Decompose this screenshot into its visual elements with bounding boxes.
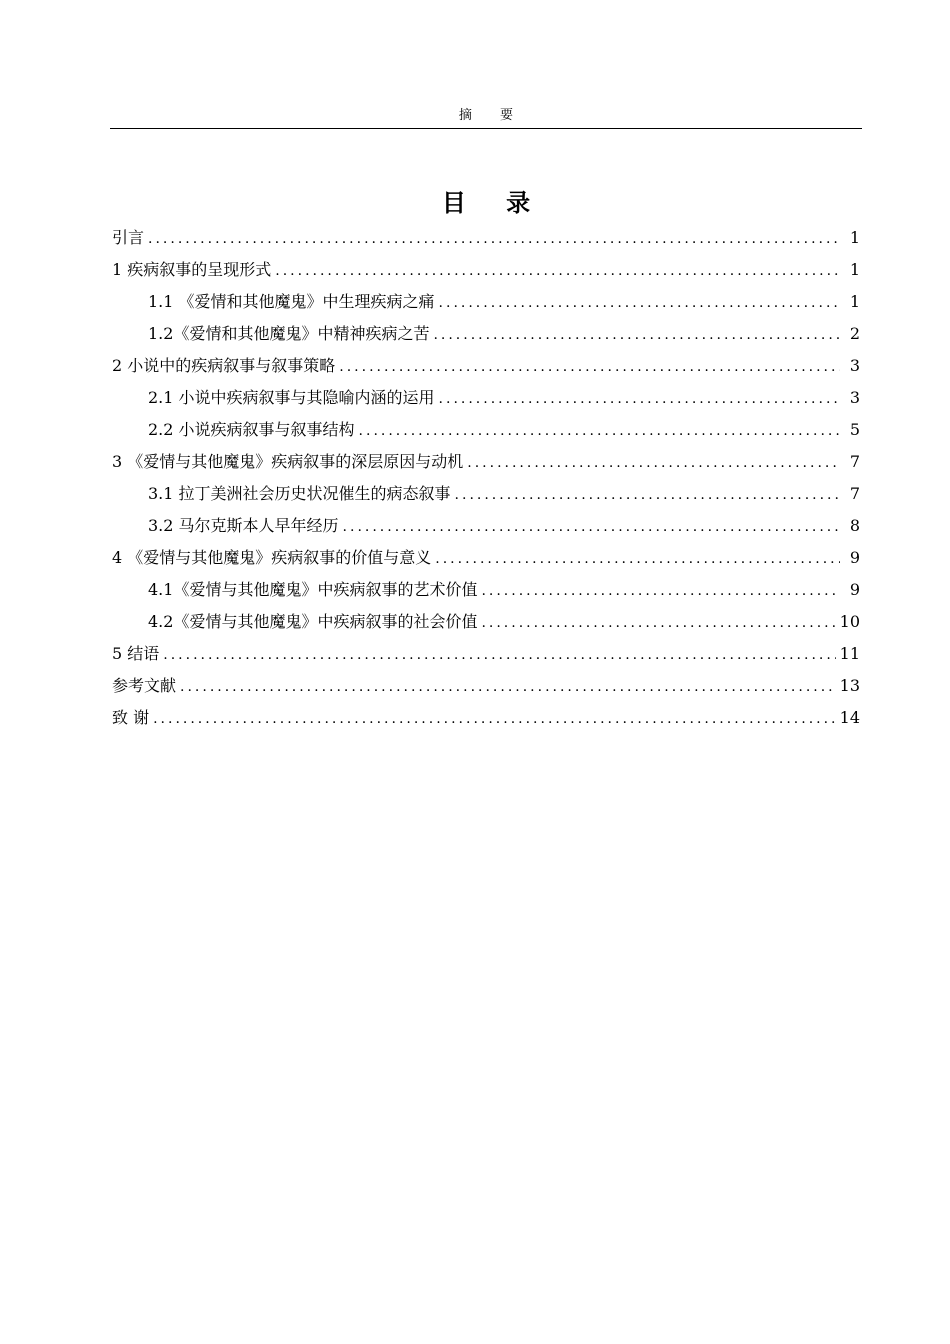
toc-entry-label: 3 《爱情与其他魔鬼》疾病叙事的深层原因与动机: [112, 452, 464, 471]
toc-entry-page-number: 1: [849, 260, 860, 279]
toc-entry-page-number: 3: [849, 356, 860, 375]
toc-entry-label: 3.1 拉丁美洲社会历史状况催生的病态叙事: [148, 484, 451, 503]
toc-entry-page-number: 2: [849, 324, 860, 343]
toc-entry-label: 4 《爱情与其他魔鬼》疾病叙事的价值与意义: [112, 548, 432, 567]
toc-entry[interactable]: [112, 254, 860, 286]
toc-entry[interactable]: [112, 574, 860, 606]
toc-dot-leader: [435, 543, 840, 574]
toc-entry-label: 2.2 小说疾病叙事与叙事结构: [148, 420, 355, 439]
toc-entry-page-number: 1: [849, 292, 860, 311]
toc-dot-leader: [275, 255, 840, 286]
toc-entry-label: 3.2 马尔克斯本人早年经历: [148, 516, 339, 535]
toc-dot-leader: [148, 223, 840, 254]
toc-entry-label: 2 小说中的疾病叙事与叙事策略: [112, 356, 336, 375]
toc-entry[interactable]: [112, 318, 860, 350]
toc-entry[interactable]: [112, 286, 860, 318]
toc-entry[interactable]: [112, 414, 860, 446]
toc-dot-leader: [481, 607, 835, 638]
toc-entry-label: 参考文献: [112, 676, 177, 695]
toc-entry-label: 5 结语: [112, 644, 160, 663]
toc-entry[interactable]: [112, 446, 860, 478]
toc-entry-label: 引言: [112, 228, 145, 247]
toc-entry-page-number: 9: [849, 580, 860, 599]
toc-dot-leader: [343, 511, 840, 542]
running-header: [110, 104, 862, 129]
toc-entry-page-number: 5: [849, 420, 860, 439]
toc-entry-page-number: 1: [849, 228, 860, 247]
toc-dot-leader: [481, 575, 840, 606]
toc-entry-page-number: 7: [849, 484, 860, 503]
toc-entry[interactable]: [112, 350, 860, 382]
toc-entry[interactable]: [112, 702, 860, 734]
toc-entry[interactable]: [112, 606, 860, 638]
toc-entry-label: 致 谢: [112, 708, 150, 727]
toc-dot-leader: [433, 319, 840, 350]
toc-dot-leader: [163, 639, 835, 670]
toc-entry[interactable]: [112, 638, 860, 670]
toc-dot-leader: [153, 703, 836, 734]
toc-entry-label: 2.1 小说中疾病叙事与其隐喻内涵的运用: [148, 388, 435, 407]
toc-dot-leader: [359, 415, 840, 446]
toc-dot-leader: [339, 351, 840, 382]
toc-entry-label: 1.1 《爱情和其他魔鬼》中生理疾病之痛: [148, 292, 435, 311]
page-title: 目 录: [441, 189, 547, 217]
toc-dot-leader: [467, 447, 840, 478]
toc-dot-leader: [439, 287, 840, 318]
toc-entry-page-number: 14: [839, 708, 860, 727]
toc-entry-page-number: 8: [849, 516, 860, 535]
toc-entry-page-number: 10: [839, 612, 860, 631]
toc-entry-label: 4.1《爱情与其他魔鬼》中疾病叙事的艺术价值: [148, 580, 478, 599]
toc-entry-page-number: 11: [839, 644, 860, 663]
toc-entry[interactable]: [112, 222, 860, 254]
toc-entry[interactable]: [112, 542, 860, 574]
toc-entry[interactable]: [112, 478, 860, 510]
toc-entry-page-number: 9: [849, 548, 860, 567]
toc-dot-leader: [455, 479, 840, 510]
toc-entry-label: 1 疾病叙事的呈现形式: [112, 260, 272, 279]
toc-dot-leader: [180, 671, 836, 702]
toc-entry[interactable]: [112, 670, 860, 702]
toc-entry-page-number: 7: [849, 452, 860, 471]
toc-entry[interactable]: [112, 510, 860, 542]
toc-entry-label: 1.2《爱情和其他魔鬼》中精神疾病之苦: [148, 324, 430, 343]
table-of-contents: [112, 222, 860, 734]
toc-entry-label: 4.2《爱情与其他魔鬼》中疾病叙事的社会价值: [148, 612, 478, 631]
toc-entry[interactable]: [112, 382, 860, 414]
toc-entry-page-number: 13: [839, 676, 860, 695]
header-text: 摘 要: [458, 108, 526, 123]
toc-dot-leader: [439, 383, 840, 414]
toc-entry-page-number: 3: [849, 388, 860, 407]
